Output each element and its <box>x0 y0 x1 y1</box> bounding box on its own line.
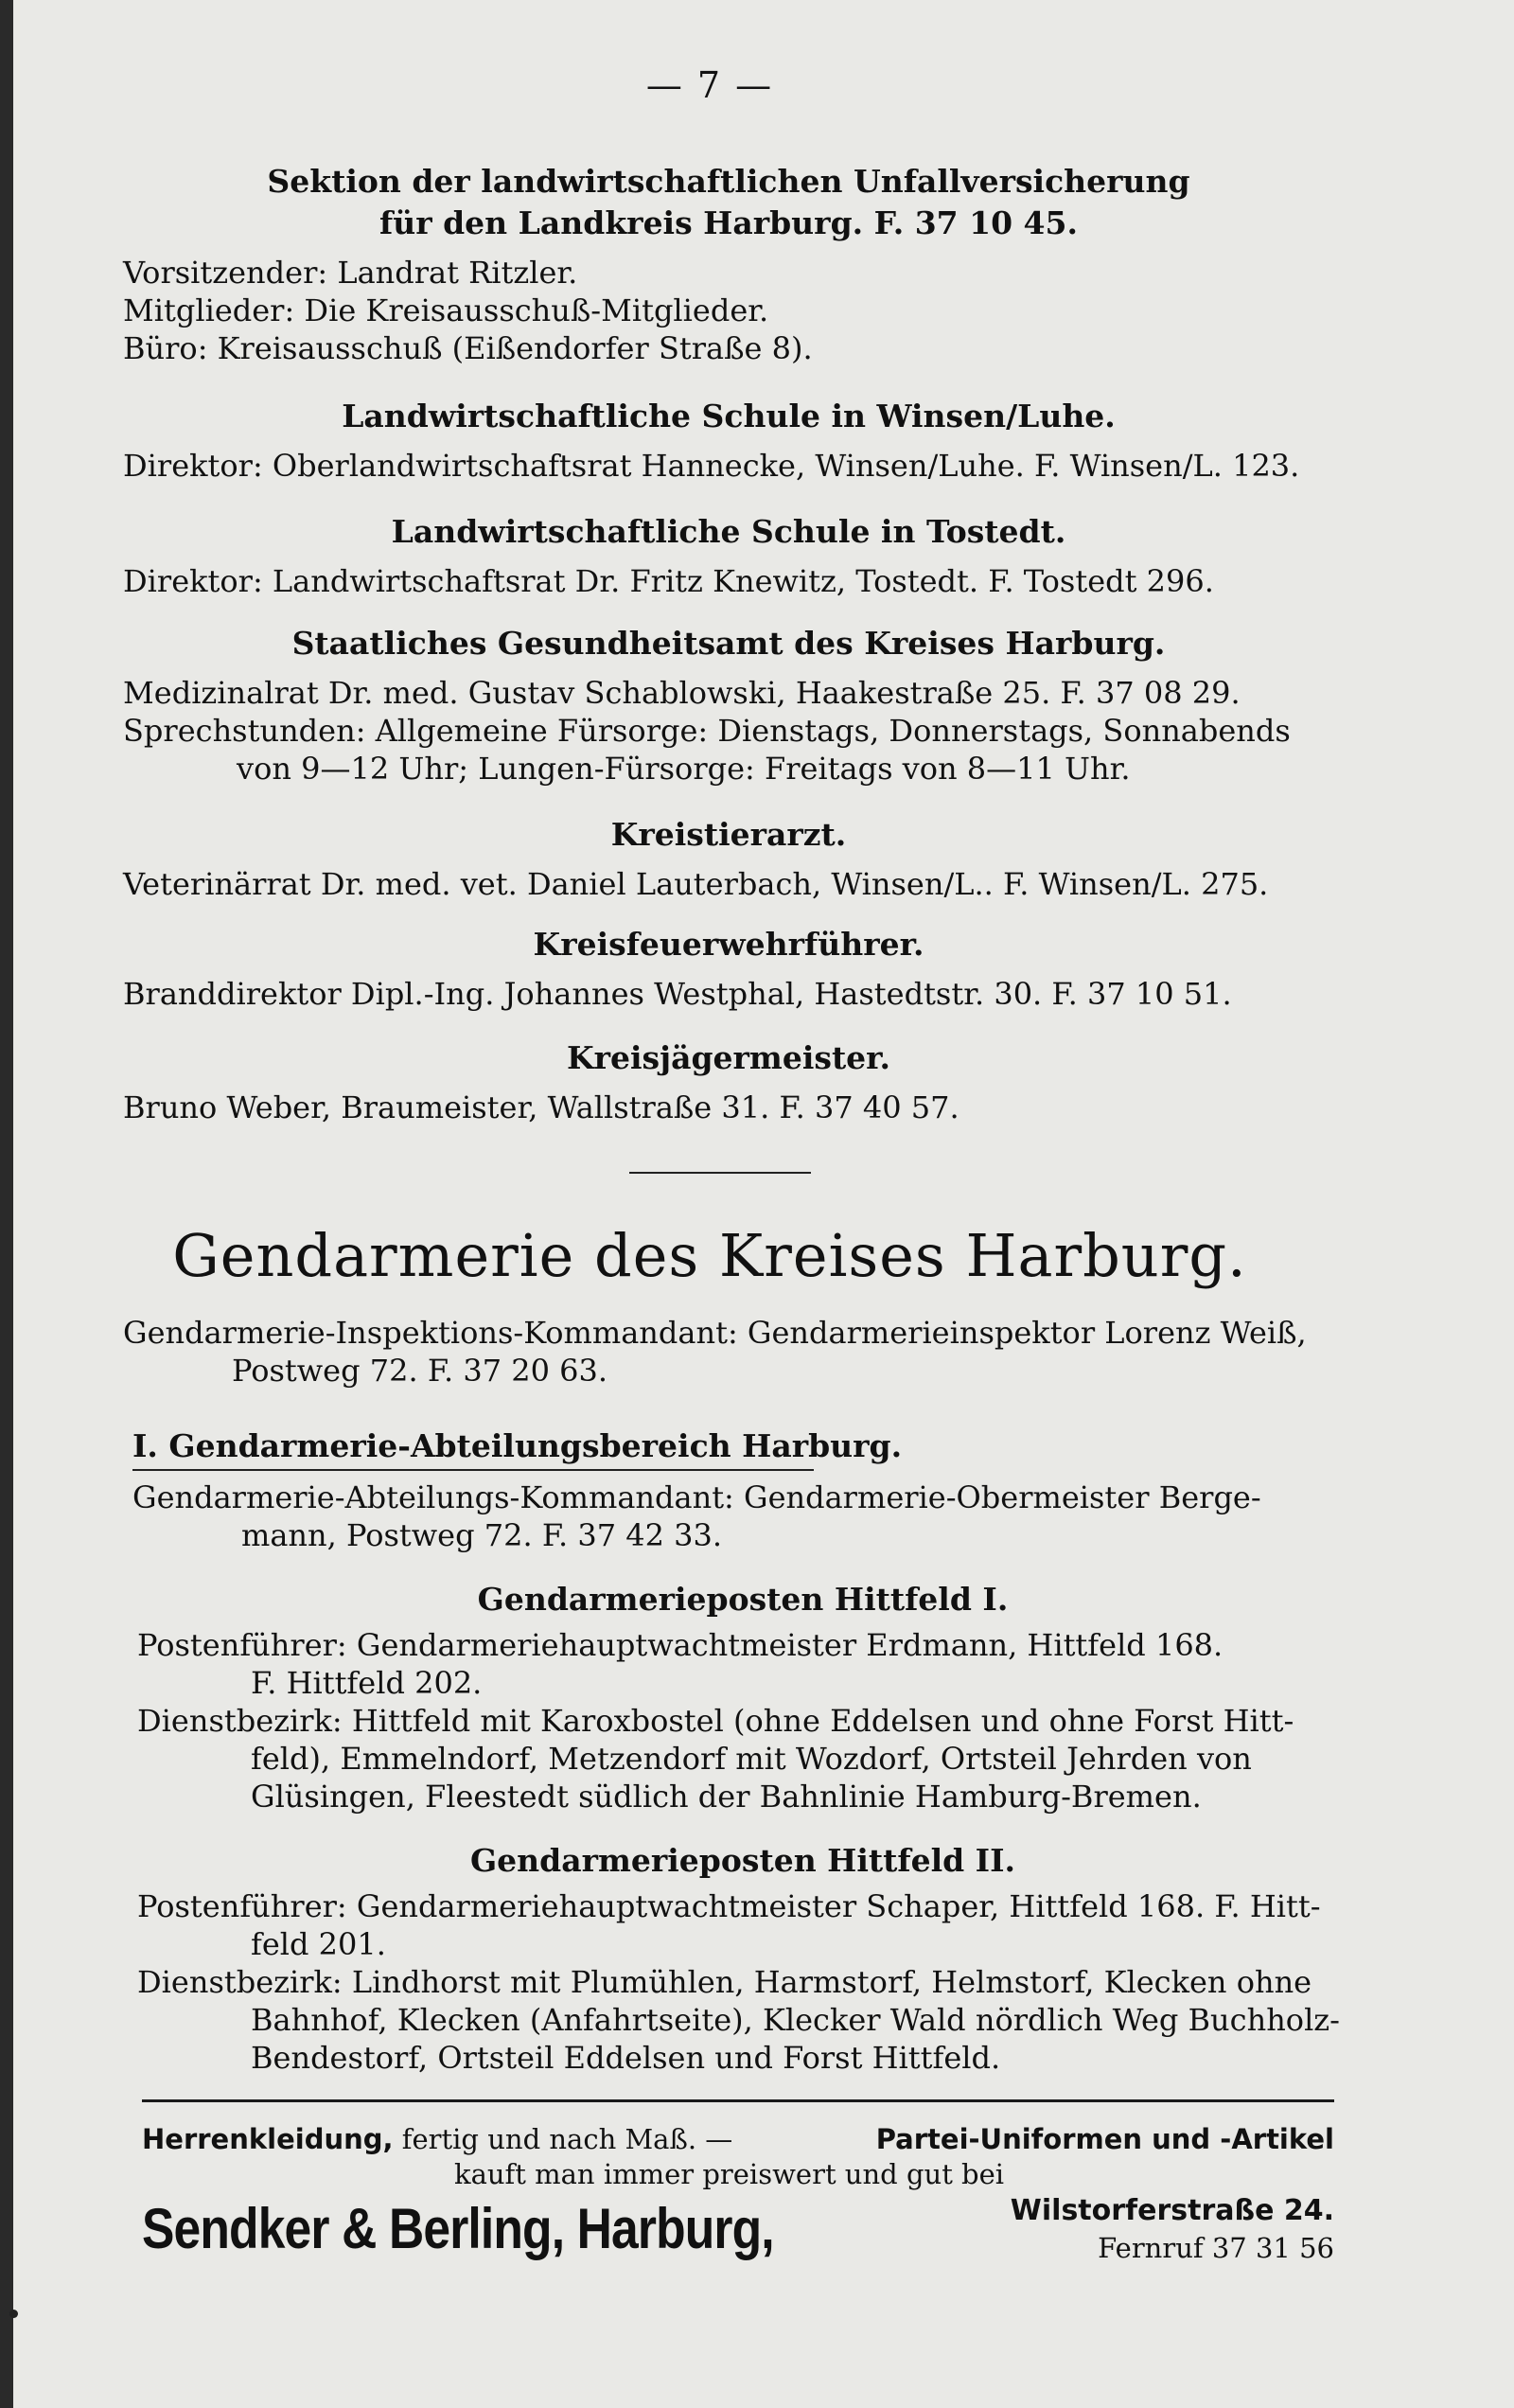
section-schule-tostedt <box>123 511 1334 600</box>
text-line: Medizinalrat Dr. med. Gustav Schablowski, Haakestraße 25. F. 37 08 29. <box>123 675 1241 711</box>
ad-company-name: Sendker & Berling, Harburg, <box>142 2197 774 2260</box>
text-line: Postenführer: Gendarmeriehauptwachtmeister Schaper, Hittfeld 168. F. Hitt- <box>137 1888 1321 1924</box>
page-number: — 7 — <box>645 64 774 106</box>
text-line: Direktor: Landwirtschaftsrat Dr. Fritz Knewitz, Tostedt. F. Tostedt 296. <box>123 563 1214 599</box>
advertisement-rule <box>142 2099 1334 2102</box>
text-line: Dienstbezirk: Hittfeld mit Karoxbostel (ohne Eddelsen und ohne Forst Hitt- <box>137 1703 1294 1739</box>
text-line: Bendestorf, Ortsteil Eddelsen und Forst Hittfeld. <box>251 2040 1001 2076</box>
section-heading: Sektion der landwirtschaftlichen Unfallversicherung <box>267 163 1190 200</box>
scan-edge <box>0 0 13 2408</box>
section-kreisjaegermeister <box>123 1037 1334 1126</box>
section-schule-winsen <box>123 396 1334 485</box>
text-line: Bruno Weber, Braumeister, Wallstraße 31. F. 37 40 57. <box>123 1089 959 1125</box>
ad-line-1 <box>142 2120 1334 2158</box>
section-heading: für den Landkreis Harburg. F. 37 10 45. <box>379 204 1078 241</box>
scan-speck <box>9 2310 18 2318</box>
text-line: Büro: Kreisausschuß (Eißendorfer Straße 8). <box>123 330 813 366</box>
ad-herrenkleidung: Herrenkleidung, <box>142 2123 394 2155</box>
section-unfallversicherung <box>123 161 1334 367</box>
ad-fertig: fertig und nach Maß. — <box>401 2123 733 2155</box>
separator-rule <box>629 1172 811 1174</box>
text-line: Sprechstunden: Allgemeine Fürsorge: Dienstags, Donnerstags, Sonnabends <box>123 713 1291 749</box>
text-line: Glüsingen, Fleestedt südlich der Bahnlinie Hamburg-Bremen. <box>251 1779 1202 1815</box>
ad-line-2: kauft man immer preiswert und gut bei <box>454 2158 1005 2190</box>
gendarmerie-title: Gendarmerie des Kreises Harburg. <box>172 1221 1247 1290</box>
text-line: Gendarmerie-Inspektions-Kommandant: Gendarmerieinspektor Lorenz Weiß, <box>123 1315 1307 1351</box>
text-line: feld), Emmelndorf, Metzendorf mit Wozdorf, Ortsteil Jehrden von <box>251 1741 1252 1777</box>
section-kreisfeuerwehr <box>123 924 1334 1013</box>
text-line: mann, Postweg 72. F. 37 42 33. <box>241 1517 723 1553</box>
section-heading: Landwirtschaftliche Schule in Tostedt. <box>391 513 1066 550</box>
ad-uniformen: Partei-Uniformen und -Artikel <box>875 2123 1334 2155</box>
ad-street: Wilstorferstraße 24. <box>1010 2194 1334 2227</box>
text-line: Postenführer: Gendarmeriehauptwachtmeister Erdmann, Hittfeld 168. <box>137 1627 1224 1663</box>
post-heading: Gendarmerieposten Hittfeld I. <box>477 1581 1009 1618</box>
text-line: feld 201. <box>251 1926 386 1962</box>
text-line: Dienstbezirk: Lindhorst mit Plumühlen, Harmstorf, Helmstorf, Klecken ohne <box>137 1964 1312 2000</box>
text-line: Veterinärrat Dr. med. vet. Daniel Lauterbach, Winsen/L.. F. Winsen/L. 275. <box>123 866 1269 902</box>
ad-company-row <box>142 2194 1334 2270</box>
text-line: Bahnhof, Klecken (Anfahrtseite), Klecker Wald nördlich Weg Buchholz- <box>251 2002 1340 2038</box>
text-line: Branddirektor Dipl.-Ing. Johannes Westphal, Hastedtstr. 30. F. 37 10 51. <box>123 976 1232 1012</box>
section-gesundheitsamt <box>123 623 1334 788</box>
advertisement <box>142 2120 1334 2270</box>
section-heading: Landwirtschaftliche Schule in Winsen/Luhe. <box>342 398 1116 434</box>
gendarmerie-abteilung <box>132 1425 1344 1554</box>
section-heading: Staatliches Gesundheitsamt des Kreises Harburg. <box>291 625 1166 662</box>
section-heading: Kreisjägermeister. <box>566 1039 891 1076</box>
subsection-underline <box>132 1469 814 1471</box>
section-heading: Kreisfeuerwehrführer. <box>533 926 924 963</box>
post-heading: Gendarmerieposten Hittfeld II. <box>469 1842 1016 1879</box>
text-line: Mitglieder: Die Kreisausschuß-Mitglieder. <box>123 292 769 328</box>
text-line: Gendarmerie-Abteilungs-Kommandant: Gendarmerie-Obermeister Berge- <box>132 1479 1261 1515</box>
text-line: Postweg 72. F. 37 20 63. <box>232 1353 608 1389</box>
section-kreistierarzt <box>123 814 1334 903</box>
subsection-heading: I. Gendarmerie-Abteilungsbereich Harburg. <box>132 1427 903 1464</box>
gendarmerie-inspection <box>123 1314 1334 1390</box>
text-line: Vorsitzender: Landrat Ritzler. <box>123 255 578 291</box>
text-line: Direktor: Oberlandwirtschaftsrat Hannecke, Winsen/Luhe. F. Winsen/L. 123. <box>123 448 1300 484</box>
section-heading: Kreistierarzt. <box>610 816 847 853</box>
text-line: F. Hittfeld 202. <box>251 1665 483 1701</box>
ad-phone: Fernruf 37 31 56 <box>1098 2232 1334 2264</box>
post-hittfeld-2 <box>137 1840 1348 2077</box>
text-line: von 9—12 Uhr; Lungen-Fürsorge: Freitags von 8—11 Uhr. <box>237 751 1131 787</box>
post-hittfeld-1 <box>137 1579 1348 1815</box>
